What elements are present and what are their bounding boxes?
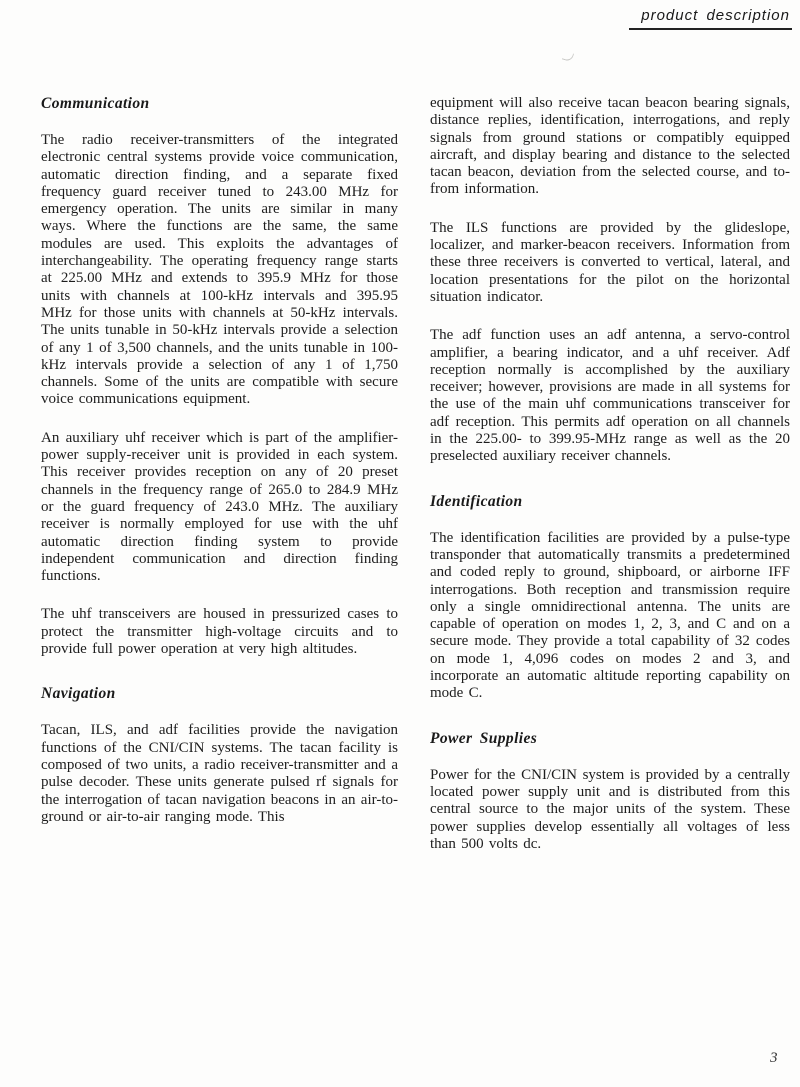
scan-artifact [562,51,574,63]
paragraph-communication-3: The uhf transceivers are housed in pressurized cases to protect the transmitter high-voltage circuits and to provide full power operation at very high altitudes. [41,606,398,658]
column-right [430,95,790,874]
column-left [41,95,398,847]
paragraph-power-supplies: Power for the CNI/CIN system is provided by a centrally located power supply unit and is distributed from this central source to the major units of the system. These power supplies develop essentially all voltages of less than 500 volts dc. [430,766,790,852]
section-heading-power-supplies: Power Supplies [430,729,538,747]
paragraph-communication-1: The radio receiver-transmitters of the integrated electronic central systems provide voice communication, automatic direction finding, and a separate fixed frequency guard receiver tuned to 243.00 MHz for emergency operation. The units are similar in many ways. Where the functions are the same, the same modules are used. This exploits the advantages of interchangeability. The operating frequency range starts at 225.00 MHz and extends to 395.9 MHz for those units with channels at 100-kHz intervals and 395.95 MHz for those units with channels at 50-kHz intervals. The units tunable in 50-kHz intervals provide a selection of any 1 of 3,500 channels, and the units tunable in 100-kHz intervals provide a selection of any 1 of 1,750 channels. Some of the units are compatible with secure voice communications equipment. [41,132,398,408]
section-heading-navigation: Navigation [41,685,116,703]
paragraph-ils: The ILS functions are provided by the glideslope, localizer, and marker-beacon receivers. Information from these three receivers is converted to vertical, lateral, and location presentations for the pilot on the horizontal situation indicator. [430,219,790,305]
section-heading-identification: Identification [430,492,523,510]
running-head: product description [629,7,792,30]
paragraph-adf: The adf function uses an adf antenna, a servo-control amplifier, a bearing indicator, and a uhf receiver. Adf reception normally is accomplished by the auxiliary receiver; however, provisions are made in all systems for the use of the main uhf communications transceiver for adf reception. This permits adf operation on all channels in the 225.00- to 399.95-MHz range as well as the 20 preselected auxiliary receiver channels. [430,327,790,465]
section-heading-communication: Communication [41,95,150,112]
paragraph-identification: The identification facilities are provided by a pulse-type transponder that automatically transmits a predetermined and coded reply to ground, shipboard, or airborne IFF interrogations. Both reception and transmission require only a single omnidirectional antenna. The units are capable of operation on modes 1, 2, 3, and C and on a secure mode. They provide a total capability of 32 codes on mode 1, 4,096 codes on modes 2 and 3, and incorporate an automatic altitude reporting capability on mode C. [430,529,790,702]
paragraph-navigation-2: equipment will also receive tacan beacon bearing signals, distance replies, identification, interrogations, and reply signals from ground stations or compatibly equipped aircraft, and display bearing and distance to the selected tacan beacon, deviation from the selected course, and to-from information. [430,95,790,198]
paragraph-navigation-1: Tacan, ILS, and adf facilities provide the navigation functions of the CNI/CIN systems. The tacan facility is composed of two units, a radio receiver-transmitter and a pulse decoder. These units generate pulsed rf signals for the interrogation of tacan navigation beacons in an air-to-ground or air-to-air ranging mode. This [41,722,398,825]
paragraph-communication-2: An auxiliary uhf receiver which is part of the amplifier-power supply-receiver unit is provided in each system. This receiver provides reception on any of 20 preset channels in the frequency range of 265.0 to 284.9 MHz or the guard frequency of 243.0 MHz. The auxiliary receiver is normally employed for use with the uhf automatic direction finding system to provide independent communication and direction finding functions. [41,429,398,585]
page-number: 3 [770,1050,778,1066]
